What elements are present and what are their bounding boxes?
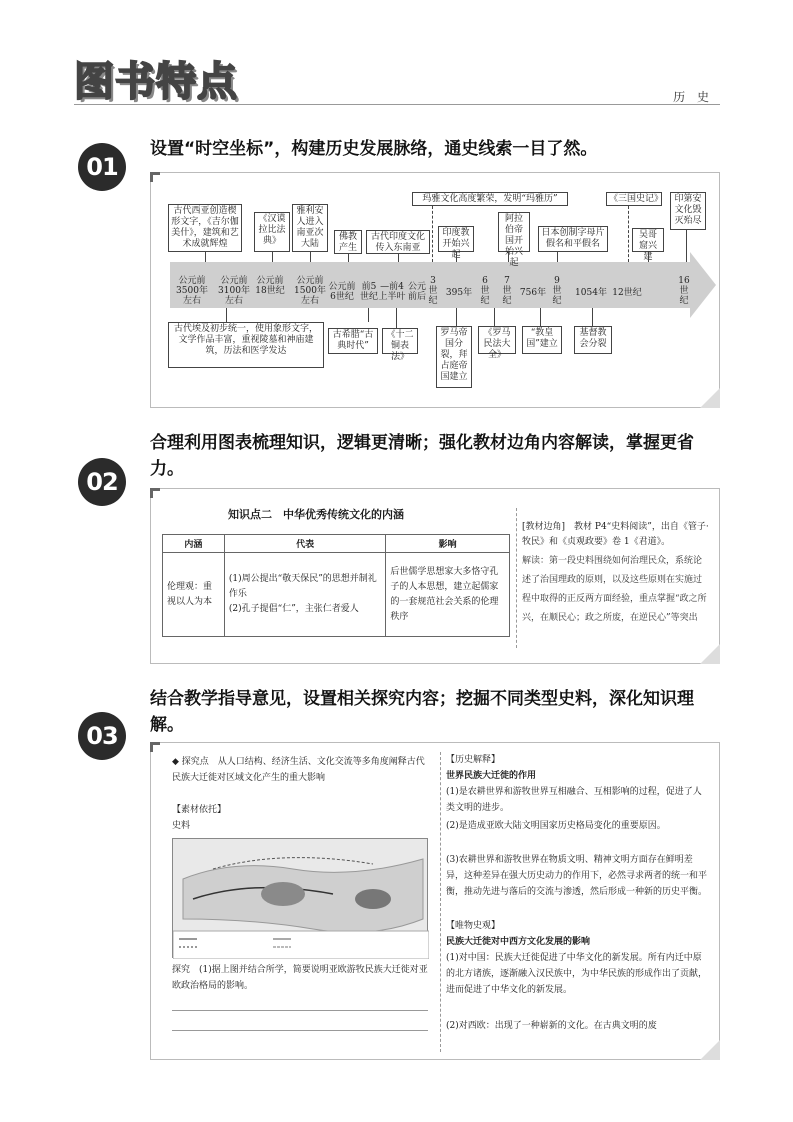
explain-label: 【历史解释】: [446, 755, 501, 765]
connector: [557, 252, 558, 262]
header-title: 图书特点: [74, 59, 238, 105]
materialism-title: 民族大迁徙对中西方文化发展的影响: [446, 937, 591, 947]
connector: [592, 308, 593, 326]
bottom-event-box: 古希腊“古典时代”: [328, 328, 378, 354]
page-fold: [700, 644, 720, 664]
top-event-box: 阿拉伯帝国开始兴起: [498, 212, 530, 252]
panel-corner: [150, 488, 160, 498]
tick: 7世纪: [502, 276, 512, 306]
connector: [398, 254, 399, 262]
tick: 16世纪: [678, 276, 690, 306]
tick: 公元前1500年左右: [294, 276, 326, 306]
materialism-label: 【唯物史观】: [446, 921, 501, 931]
kp-header: 影响: [386, 535, 510, 553]
top-event-box: 古代西亚创造楔形文字，《吉尔伽美什》，建筑和艺术成就辉煌: [168, 204, 242, 252]
source-label: 史料: [172, 821, 191, 831]
connector: [310, 252, 311, 262]
material-label: 【素材依托】: [172, 805, 227, 815]
explain-item: (1)是农耕世界和游牧世界互相融合、互相影响的过程，促进了人类文明的进步。: [446, 787, 702, 813]
connector: [494, 308, 495, 326]
section-02-text: 合理利用图表梳理知识，逻辑更清晰；强化教材边角内容解读，掌握更省力。: [150, 433, 694, 479]
materialism-item: (2)对西欧：出现了一种崭新的文化。在古典文明的废: [446, 1021, 657, 1031]
section-03-text: 结合教学指导意见，设置相关探究内容；挖掘不同类型史料，深化知识理解。: [150, 689, 694, 735]
connector: [368, 308, 369, 322]
tick: 公元前18世纪: [255, 276, 285, 296]
panel-corner: [150, 172, 160, 182]
top-event-box: 佛教产生: [334, 230, 362, 254]
bottom-event-box: “教皇国”建立: [522, 326, 562, 354]
page-fold: [700, 388, 720, 408]
subject-label: 历 史: [673, 90, 713, 104]
answer-line[interactable]: [172, 1030, 428, 1031]
connector: [205, 252, 206, 262]
bottom-event-box: 基督教会分裂: [574, 326, 612, 354]
timeline-arrowhead: [690, 252, 716, 318]
section-01-badge: 01: [78, 143, 126, 191]
header-rule: [74, 104, 720, 105]
bottom-event-box: 《罗马民法大全》: [478, 326, 516, 354]
tick: 395年: [445, 288, 473, 298]
kp-cell: (1)周公提出“敬天保民”的思想并制礼作乐 (2)孔子提倡“仁”，主张仁者爱人: [224, 553, 386, 637]
kp-cell: 伦理观：重视以人为本: [163, 553, 225, 637]
tick: 公元前3500年左右: [176, 276, 208, 306]
connector: [348, 254, 349, 262]
page-fold: [700, 1040, 720, 1060]
connector: [272, 252, 273, 262]
connector: [396, 308, 397, 328]
migration-map: [172, 838, 428, 958]
kp-title: 知识点二 中华优秀传统文化的内涵: [228, 508, 404, 521]
connector: [686, 230, 687, 262]
top-event-box: 印第安文化毁灭殆尽: [670, 192, 706, 230]
tick: 公元前3100年左右: [218, 276, 250, 306]
bottom-event-box: 《十二铜表法》: [382, 328, 418, 354]
divider: [516, 508, 517, 648]
corner-title: [教材边角] 教材 P4“史料阅读”，出自《管子·牧民》和《贞观政要》卷 1《君道》。: [522, 522, 709, 547]
panel-corner: [150, 742, 160, 752]
tick: 公元前后: [407, 282, 426, 302]
connector: [226, 308, 227, 322]
connector: [456, 308, 457, 326]
explain-item: (3)农耕世界和游牧世界在物质文明、精神文明方面存在鲜明差异，这种差异在强大历史动力的作用下，必然寻求两者的统一和平衡，推动先进与落后的交流与渗透，然后形成一种新的历史平衡。: [446, 855, 708, 897]
dashed-connector: [628, 206, 629, 262]
tick: 1054年: [575, 288, 607, 298]
bottom-event-box: 古代埃及初步统一，使用象形文字，文学作品丰富，重视陵墓和神庙建筑，历法和医学发达: [168, 322, 324, 368]
divider: [440, 752, 441, 1052]
tick: 756年: [519, 288, 547, 298]
top-event-box: 吴哥窟兴建: [632, 228, 664, 252]
top-event-box: 《汉谟拉比法典》: [254, 212, 290, 252]
top-event-box: 古代印度文化传入东南亚: [366, 230, 430, 254]
materialism-item: (1)对中国：民族大迁徙促进了中华文化的新发展。所有内迁中原的北方诸族，逐渐融入汉民族中，为中华民族的形成作出了贡献，进而促进了中华文化的新发展。: [446, 953, 708, 995]
explore-intro: ◆ 探究点 从人口结构、经济生活、文化交流等多角度阐释古代民族大迁徙对区域文化产生的重大影响: [172, 757, 425, 783]
connector: [648, 252, 649, 262]
kp-header: 内涵: [163, 535, 225, 553]
bottom-event-box: 罗马帝国分裂，拜占庭帝国建立: [436, 326, 472, 388]
explain-title: 世界民族大迁徙的作用: [446, 771, 537, 781]
tick: 9世纪: [552, 276, 562, 306]
section-01-text: 设置“时空坐标”，构建历史发展脉络，通史线索一目了然。: [150, 139, 598, 159]
explore-question: 探究 (1)据上图并结合所学，简要说明亚欧游牧民族大迁徙对亚欧政治格局的影响。: [172, 965, 428, 991]
tick: 公元前6世纪: [328, 282, 356, 302]
tick: 前5世纪: [359, 282, 378, 302]
section-03-badge: 03: [78, 712, 126, 760]
corner-body: 解读：第一段史料围绕如何治理民众，系统论述了治国理政的原则，以及这些原则在实施过程中取得的正反两方面经验，重点掌握“政之所兴，在顺民心；政之所废，在逆民心”等突出: [522, 556, 707, 623]
kp-table: [162, 534, 510, 637]
top-event-box: 《三国史记》: [606, 192, 662, 206]
top-event-box: 印度教开始兴起: [438, 226, 474, 252]
connector: [456, 252, 457, 262]
tick: —前4上半叶: [378, 282, 406, 302]
dashed-connector: [432, 206, 433, 262]
top-event-box: 日本创制字母片假名和平假名: [538, 226, 608, 252]
top-event-box: 玛雅文化高度繁荣，发明“玛雅历”: [412, 192, 568, 206]
tick: 3世纪: [428, 276, 438, 306]
kp-header: 代表: [224, 535, 386, 553]
tick: 6世纪: [480, 276, 490, 306]
explain-item: (2)是造成亚欧大陆文明国家历史格局变化的重要原因。: [446, 821, 666, 831]
connector: [508, 252, 509, 262]
answer-line[interactable]: [172, 1010, 428, 1011]
section-02-badge: 02: [78, 458, 126, 506]
top-event-box: 雅利安人进入南亚次大陆: [292, 204, 328, 252]
connector: [540, 308, 541, 326]
tick: 12世纪: [612, 288, 642, 298]
kp-cell: 后世儒学思想家大多恪守孔子的人本思想，建立起儒家的一套规范社会关系的伦理秩序: [386, 553, 510, 637]
map-drawing: [173, 839, 429, 959]
